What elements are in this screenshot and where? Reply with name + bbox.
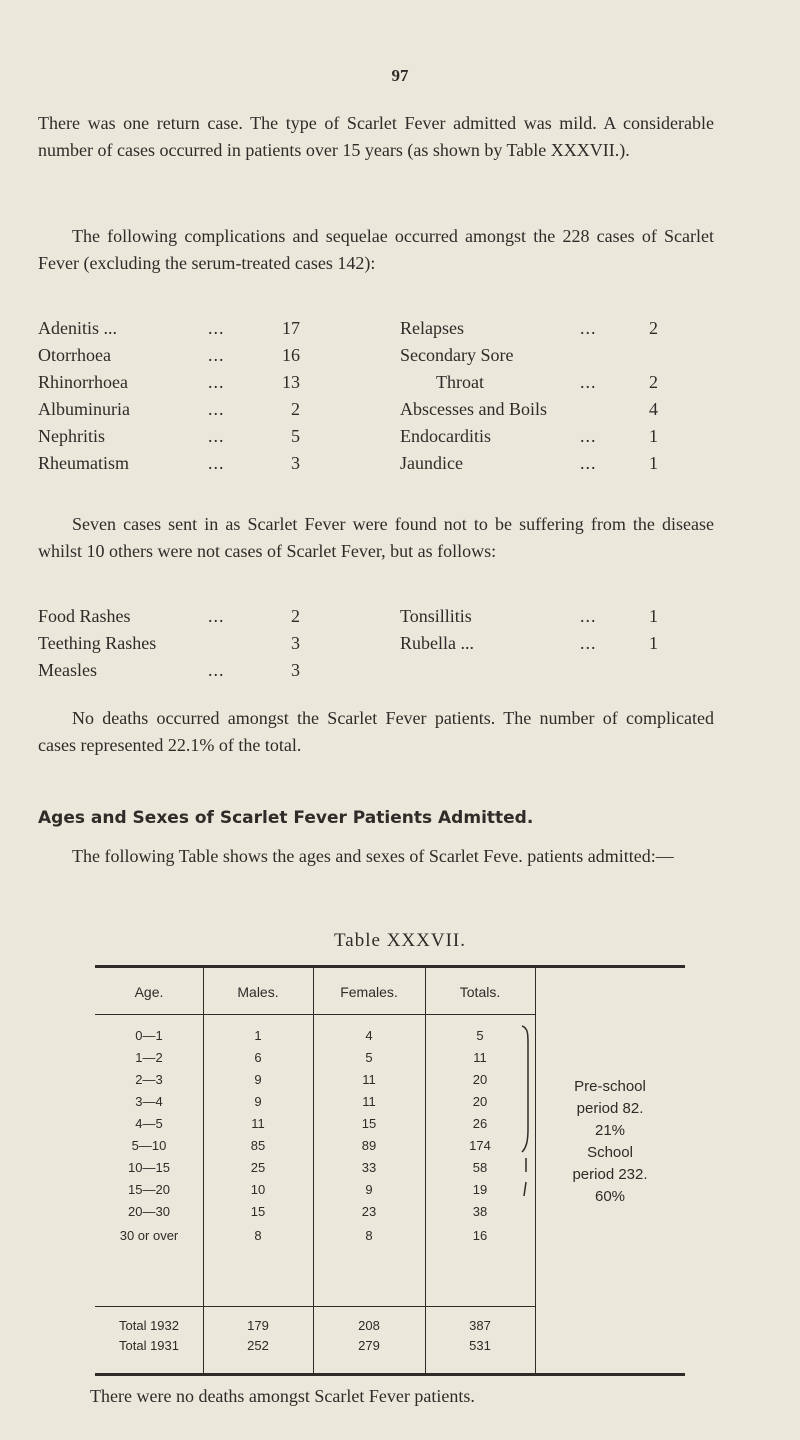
table-cell: Total 1931 [119,1338,179,1353]
table-cell: 20—30 [128,1204,170,1219]
table-cell: 9 [365,1182,373,1197]
table-cell: 1—2 [135,1050,163,1065]
period-note [540,1076,680,1208]
header-rule [95,1014,535,1015]
table-cell: 23 [361,1204,377,1219]
note-line: 21% [594,1122,626,1139]
leader-dots: ... [208,606,225,626]
list-item-label: Abscesses and Boils [400,399,547,419]
leader-dots: ... [208,345,225,365]
table-cell: 15 [361,1116,377,1131]
table-cell: 6 [254,1050,262,1065]
table-cell: 9 [254,1072,262,1087]
table-cell: 11 [473,1050,487,1065]
table-cell: 20 [472,1072,488,1087]
page-number: 97 [391,66,409,85]
table-cell: 15 [250,1204,266,1219]
table-cell: 11 [362,1094,376,1109]
list-item-value: 3 [291,453,300,473]
totals-rule [95,1306,535,1307]
table-cell: 85 [250,1138,266,1153]
column-header-age: Age. [134,984,164,1000]
list-item-value: 3 [291,633,300,653]
list-item-label: Rhinorrhoea [38,372,128,392]
table-cell: 19 [472,1182,488,1197]
table-cell: 30 or over [119,1228,179,1243]
list-item-value: 2 [649,372,658,392]
table-cell: 33 [361,1160,377,1175]
table-cell: 58 [472,1160,488,1175]
list-item-value: 2 [291,606,300,626]
table-cell: 26 [472,1116,488,1131]
table-intro-paragraph: The following Table shows the ages and sexes of Scarlet Feve. patients admitted:— [72,846,674,866]
list-item-value: 16 [282,345,300,365]
table-cell: 8 [254,1228,262,1243]
table-cell: 179 [247,1318,269,1333]
leader-dots: ... [580,633,597,653]
table-cell: 11 [362,1072,376,1087]
table-cell: 38 [472,1204,488,1219]
table-cell: 1 [254,1028,262,1043]
column-header-totals: Totals. [459,984,501,1000]
intro-paragraph: There was one return case. The type of Scarlet Fever admitted was mild. A considerable number of cases occurred in patients over 15 years (as shown by Table XXXVII.). [38,113,714,160]
leader-dots: ... [208,372,225,392]
table-cell: 9 [254,1094,262,1109]
list-item [38,399,718,425]
table-cell: 5 [365,1050,373,1065]
leader-dots: ... [208,399,225,419]
table-cell: 25 [250,1160,266,1175]
list-item [38,453,718,479]
list-item-label: Teething Rashes [38,633,157,653]
note-line: 60% [594,1188,626,1205]
list-item-label: Rubella ... [400,633,474,653]
list-item [38,345,718,371]
table-cell: 531 [469,1338,491,1353]
table-title: Table XXXVII. [334,930,466,951]
leader-dots: ... [208,660,225,680]
note-line: period 82. [576,1100,644,1117]
section-heading: Ages and Sexes of Scarlet Fever Patients Admitted. [38,808,534,828]
list-item-label: Throat [436,372,484,392]
list-item-label: Albuminuria [38,399,130,419]
list-item-value: 4 [649,399,658,419]
list-item [38,372,718,398]
list-item-value: 1 [649,606,658,626]
list-item-value: 1 [649,453,658,473]
note-line: Pre-school [574,1078,646,1095]
footer-note: There were no deaths amongst Scarlet Fever patients. [90,1386,475,1406]
list-item-value: 3 [291,660,300,680]
list-item-value: 2 [291,399,300,419]
leader-dots: ... [580,453,597,473]
list-item-value: 2 [649,318,658,338]
list-item [38,660,718,686]
leader-dots: ... [208,453,225,473]
list-item-value: 17 [282,318,300,338]
table-cell: 5 [476,1028,484,1043]
list-item-label: Adenitis ... [38,318,117,338]
complications-intro-paragraph: The following complications and sequelae occurred amongst the 228 cases of Scarlet Fever (excluding the serum-treated cases 142): [38,226,714,273]
table-cell: 252 [247,1338,269,1353]
preschool-brace-icon [520,1024,534,1154]
leader-dots: ... [580,372,597,392]
note-line: period 232. [572,1166,648,1183]
list-item-label: Secondary Sore [400,345,514,365]
leader-dots: ... [208,426,225,446]
list-item [38,318,718,344]
list-item-label: Relapses [400,318,464,338]
school-brace-icon [520,1154,534,1200]
table-cell: 4 [365,1028,373,1043]
list-item-label: Food Rashes [38,606,131,626]
table-cell: 11 [251,1116,265,1131]
table-cell: 174 [469,1138,491,1153]
table-cell: 0—1 [135,1028,163,1043]
list-item-label: Nephritis [38,426,105,446]
list-item-label: Endocarditis [400,426,491,446]
list-item-value: 1 [649,633,658,653]
column-divider [535,968,536,1373]
leader-dots: ... [580,426,597,446]
table-cell: 20 [472,1094,488,1109]
table-cell: 5—10 [131,1138,167,1153]
deaths-paragraph: No deaths occurred amongst the Scarlet Fever patients. The number of complicated cases represented 22.1% of the total. [38,708,714,755]
list-item-label: Rheumatism [38,453,129,473]
leader-dots: ... [580,606,597,626]
table-cell: 16 [472,1228,488,1243]
list-item-label: Measles [38,660,97,680]
table-cell: 279 [358,1338,380,1353]
table-cell: 4—5 [135,1116,163,1131]
table-cell: 89 [361,1138,377,1153]
misdiagnosis-paragraph: Seven cases sent in as Scarlet Fever were found not to be suffering from the disease whilst 10 others were not cases of Scarlet Fever, but as follows: [38,514,714,561]
list-item-value: 5 [291,426,300,446]
table-cell: 10 [250,1182,266,1197]
list-item [38,426,718,452]
list-item-value: 13 [282,372,300,392]
table-cell: 15—20 [128,1182,170,1197]
column-header-females: Females. [340,984,398,1000]
column-header-males: Males. [237,984,279,1000]
table-cell: 8 [365,1228,373,1243]
table-cell: Total 1932 [119,1318,179,1333]
leader-dots: ... [208,318,225,338]
list-item [38,633,718,659]
table-cell: 2—3 [135,1072,163,1087]
table-cell: 10—15 [128,1160,170,1175]
table-cell: 208 [358,1318,380,1333]
table-cell: 387 [469,1318,491,1333]
age-sex-table [95,965,685,1376]
list-item-value: 1 [649,426,658,446]
list-item-label: Otorrhoea [38,345,111,365]
list-item-label: Tonsillitis [400,606,472,626]
table-cell: 3—4 [135,1094,163,1109]
leader-dots: ... [580,318,597,338]
note-line: School [587,1144,633,1161]
list-item-label: Jaundice [400,453,463,473]
list-item [38,606,718,632]
